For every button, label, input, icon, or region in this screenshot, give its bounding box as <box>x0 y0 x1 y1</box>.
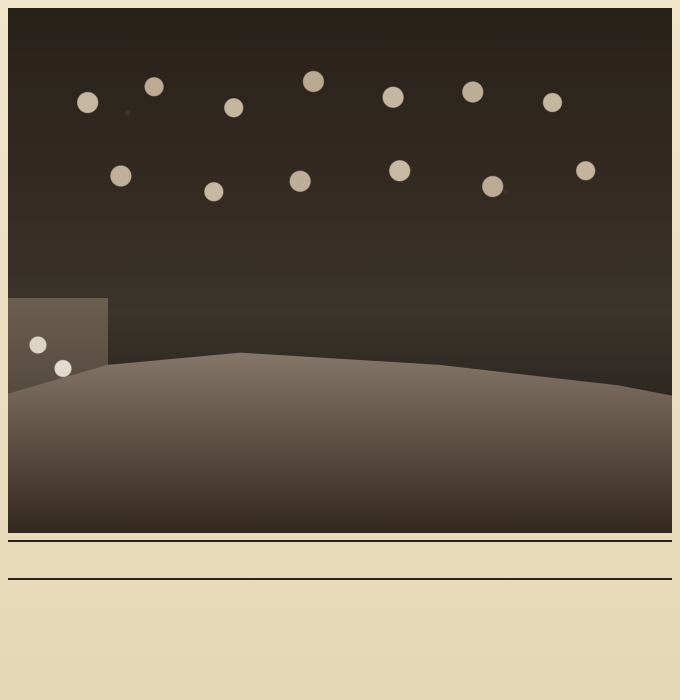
headline <box>8 540 672 580</box>
caption <box>174 580 670 692</box>
halftone-photo <box>8 8 672 533</box>
